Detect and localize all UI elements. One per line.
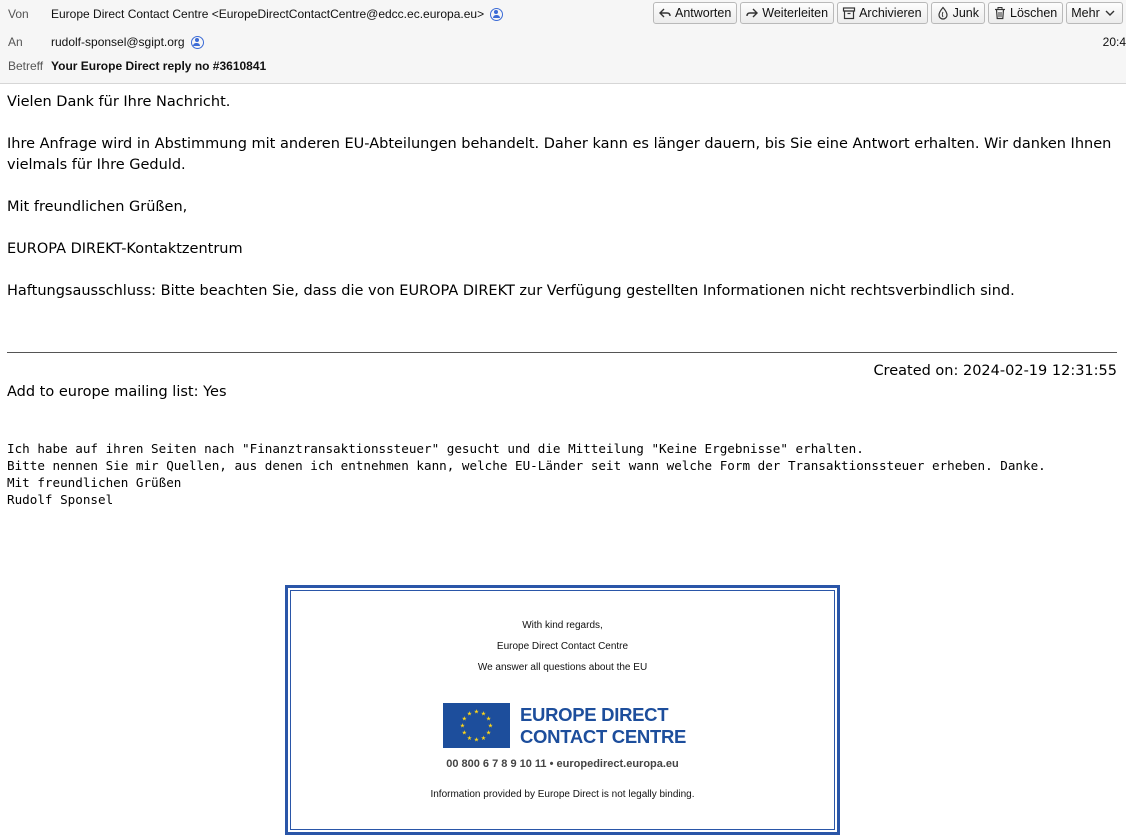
original-message: Ich habe auf ihren Seiten nach "Finanztransaktionssteuer" gesucht und die Mitteilung "Keine Ergebnisse" erhalten. Bitte nennen Sie mir Quellen, aus denen ich entnehmen kann, welche EU-Länder seit wann welche Form der Transaktionssteuer erheben. Danke. Mit freundlichen Grüßen Rudolf Sponsel bbox=[7, 441, 1046, 507]
more-button[interactable] bbox=[1066, 2, 1122, 24]
reply-label: Antworten bbox=[675, 6, 732, 20]
signature-phone-web: 00 800 6 7 8 9 10 11 • europedirect.europa.eu bbox=[446, 758, 679, 770]
junk-button[interactable] bbox=[931, 2, 985, 24]
eu-star: ★ bbox=[459, 723, 466, 730]
from-label: Von bbox=[8, 7, 29, 21]
forward-icon bbox=[745, 6, 759, 20]
created-timestamp: Created on: 2024-02-19 12:31:55 bbox=[873, 363, 1117, 379]
eu-star: ★ bbox=[480, 735, 487, 742]
to-label: An bbox=[8, 35, 23, 49]
eu-star: ★ bbox=[473, 709, 480, 716]
forward-label: Weiterleiten bbox=[762, 6, 829, 20]
eu-flag-icon bbox=[443, 703, 510, 748]
eu-star: ★ bbox=[473, 737, 480, 744]
to-row bbox=[8, 32, 204, 52]
contact-icon[interactable] bbox=[191, 36, 204, 49]
forward-button[interactable] bbox=[740, 2, 834, 24]
to-address[interactable]: rudolf-sponsel@sgipt.org bbox=[51, 35, 185, 49]
reply-icon bbox=[658, 6, 672, 20]
junk-label: Junk bbox=[952, 6, 979, 20]
europe-direct-logo bbox=[443, 703, 686, 748]
body-closing: Mit freundlichen Grüßen, bbox=[7, 199, 188, 215]
archive-button[interactable] bbox=[837, 2, 928, 24]
message-time: 20:4 bbox=[1102, 35, 1126, 49]
body-sender: EUROPA DIREKT-Kontaktzentrum bbox=[7, 241, 243, 257]
mailing-list-flag: Add to europe mailing list: Yes bbox=[7, 384, 227, 400]
message-toolbar bbox=[653, 2, 1123, 24]
logo-text bbox=[520, 704, 686, 748]
message-body bbox=[7, 92, 1119, 323]
logo-line2: CONTACT CENTRE bbox=[520, 725, 687, 747]
subject-row bbox=[8, 56, 266, 76]
eu-star: ★ bbox=[461, 716, 468, 723]
eu-star: ★ bbox=[461, 730, 468, 737]
from-row bbox=[8, 4, 503, 24]
trash-icon bbox=[993, 6, 1007, 20]
body-greeting: Vielen Dank für Ihre Nachricht. bbox=[7, 94, 231, 110]
subject-label: Betreff bbox=[8, 59, 44, 73]
eu-star: ★ bbox=[466, 735, 473, 742]
eu-star: ★ bbox=[466, 711, 473, 718]
more-label: Mehr bbox=[1071, 6, 1100, 20]
archive-icon bbox=[842, 6, 856, 20]
signature-inner bbox=[290, 590, 835, 830]
eu-star: ★ bbox=[485, 716, 492, 723]
divider bbox=[7, 352, 1117, 353]
eu-star: ★ bbox=[487, 723, 494, 730]
delete-label: Löschen bbox=[1010, 6, 1058, 20]
from-address[interactable]: Europe Direct Contact Centre <EuropeDirectContactCentre@edcc.ec.europa.eu> bbox=[51, 7, 485, 21]
body-paragraph: Ihre Anfrage wird in Abstimmung mit anderen EU-Abteilungen behandelt. Daher kann es länger dauern, bis Sie eine Antwort erhalten. Wir danken Ihnen vielmals für Ihre Geduld. bbox=[7, 136, 1112, 173]
logo-line1: EUROPE DIRECT bbox=[520, 703, 669, 725]
body-disclaimer: Haftungsausschluss: Bitte beachten Sie, dass die von EUROPA DIREKT zur Verfügung gestellten Informationen nicht rechtsverbindlich sind. bbox=[7, 283, 1015, 299]
delete-button[interactable] bbox=[988, 2, 1063, 24]
signature-regards: With kind regards, bbox=[522, 620, 603, 631]
junk-icon bbox=[936, 6, 950, 20]
signature-box bbox=[285, 585, 840, 835]
reply-button[interactable] bbox=[653, 2, 737, 24]
eu-star: ★ bbox=[485, 730, 492, 737]
contact-icon[interactable] bbox=[490, 8, 503, 21]
signature-tagline: We answer all questions about the EU bbox=[477, 662, 648, 673]
archive-label: Archivieren bbox=[859, 6, 922, 20]
message-header bbox=[0, 0, 1126, 84]
subject-value: Your Europe Direct reply no #3610841 bbox=[51, 59, 267, 73]
signature-org: Europe Direct Contact Centre bbox=[496, 641, 629, 652]
eu-star: ★ bbox=[480, 711, 487, 718]
chevron-down-icon bbox=[1103, 6, 1117, 20]
signature-disclaimer: Information provided by Europe Direct is not legally binding. bbox=[430, 789, 695, 800]
